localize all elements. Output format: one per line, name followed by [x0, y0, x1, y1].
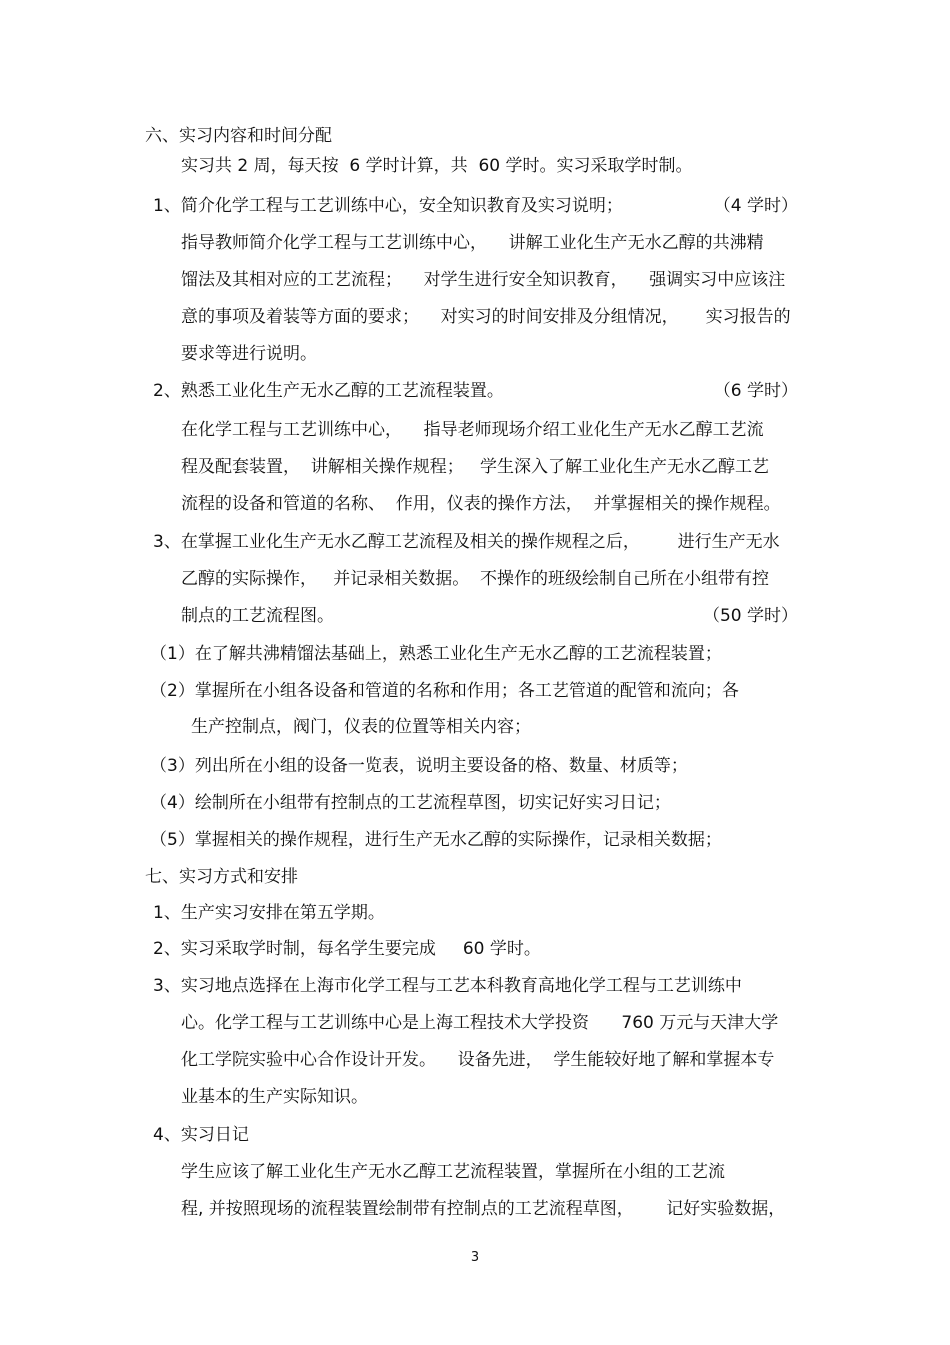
subitem: （1）在了解共沸精馏法基础上，熟悉工业化生产无水乙醇的工艺流程装置；: [150, 644, 722, 664]
subitem: （2）掌握所在小组各设备和管道的名称和作用；各工艺管道的配管和流向；各: [150, 681, 739, 701]
item-3-title: 3、在掌握工业化生产无水乙醇工艺流程及相关的操作规程之后， 进行生产无水: [153, 532, 780, 552]
subitem: （4）绘制所在小组带有控制点的工艺流程草图，切实记好实习日记；: [150, 793, 671, 813]
item-1-title: 1、简介化学工程与工艺训练中心，安全知识教育及实习说明；: [153, 196, 623, 216]
item-1-line: 要求等进行说明。: [181, 344, 317, 364]
section-7-item: 4、实习日记: [153, 1125, 249, 1145]
section-6-intro: 实习共 2 周，每天按 6 学时计算，共 60 学时。实习采取学时制。: [181, 156, 693, 176]
item-3-hours: （50 学时）: [702, 606, 798, 626]
subitem: （5）掌握相关的操作规程，进行生产无水乙醇的实际操作，记录相关数据；: [150, 830, 722, 850]
section-7-item: 1、生产实习安排在第五学期。: [153, 903, 385, 923]
section-7-item: 业基本的生产实际知识。: [181, 1087, 368, 1107]
subitem: （3）列出所在小组的设备一览表，说明主要设备的格、数量、材质等；: [150, 756, 688, 776]
item-1-line: 意的事项及着装等方面的要求； 对实习的时间安排及分组情况， 实习报告的: [181, 307, 791, 327]
section-7-item: 心。化学工程与工艺训练中心是上海工程技术大学投资 760 万元与天津大学: [181, 1013, 779, 1033]
item-2-title: 2、熟悉工业化生产无水乙醇的工艺流程装置。: [153, 381, 504, 401]
section-6-heading: 六、实习内容和时间分配: [145, 126, 332, 146]
item-2-line: 流程的设备和管道的名称、 作用，仪表的操作方法， 并掌握相关的操作规程。: [181, 494, 781, 514]
section-7-item: 学生应该了解工业化生产无水乙醇工艺流程装置，掌握所在小组的工艺流: [181, 1162, 725, 1182]
item-3-line: 制点的工艺流程图。: [181, 606, 334, 626]
section-7-item: 程, 并按照现场的流程装置绘制带有控制点的工艺流程草图， 记好实验数据，: [181, 1199, 786, 1219]
item-3-line: 乙醇的实际操作， 并记录相关数据。 不操作的班级绘制自己所在小组带有控: [181, 569, 770, 589]
page-number: 3: [470, 1250, 480, 1265]
item-2-hours: （6 学时）: [713, 381, 798, 401]
item-1-hours: （4 学时）: [713, 196, 798, 216]
section-7-heading: 七、实习方式和安排: [145, 867, 298, 887]
item-1-line: 馏法及其相对应的工艺流程； 对学生进行安全知识教育， 强调实习中应该注: [181, 270, 786, 290]
item-1-line: 指导教师简介化学工程与工艺训练中心， 讲解工业化生产无水乙醇的共沸精: [181, 233, 764, 253]
section-7-item: 3、实习地点选择在上海市化学工程与工艺本科教育高地化学工程与工艺训练中: [153, 976, 742, 996]
section-7-item: 2、实习采取学时制，每名学生要完成 60 学时。: [153, 939, 541, 959]
item-2-line: 程及配套装置， 讲解相关操作规程； 学生深入了解工业化生产无水乙醇工艺: [181, 457, 770, 477]
section-7-item: 化工学院实验中心合作设计开发。 设备先进， 学生能较好地了解和掌握本专: [181, 1050, 775, 1070]
subitem: 生产控制点，阀门，仪表的位置等相关内容；: [191, 717, 531, 737]
item-2-line: 在化学工程与工艺训练中心， 指导老师现场介绍工业化生产无水乙醇工艺流: [181, 420, 764, 440]
